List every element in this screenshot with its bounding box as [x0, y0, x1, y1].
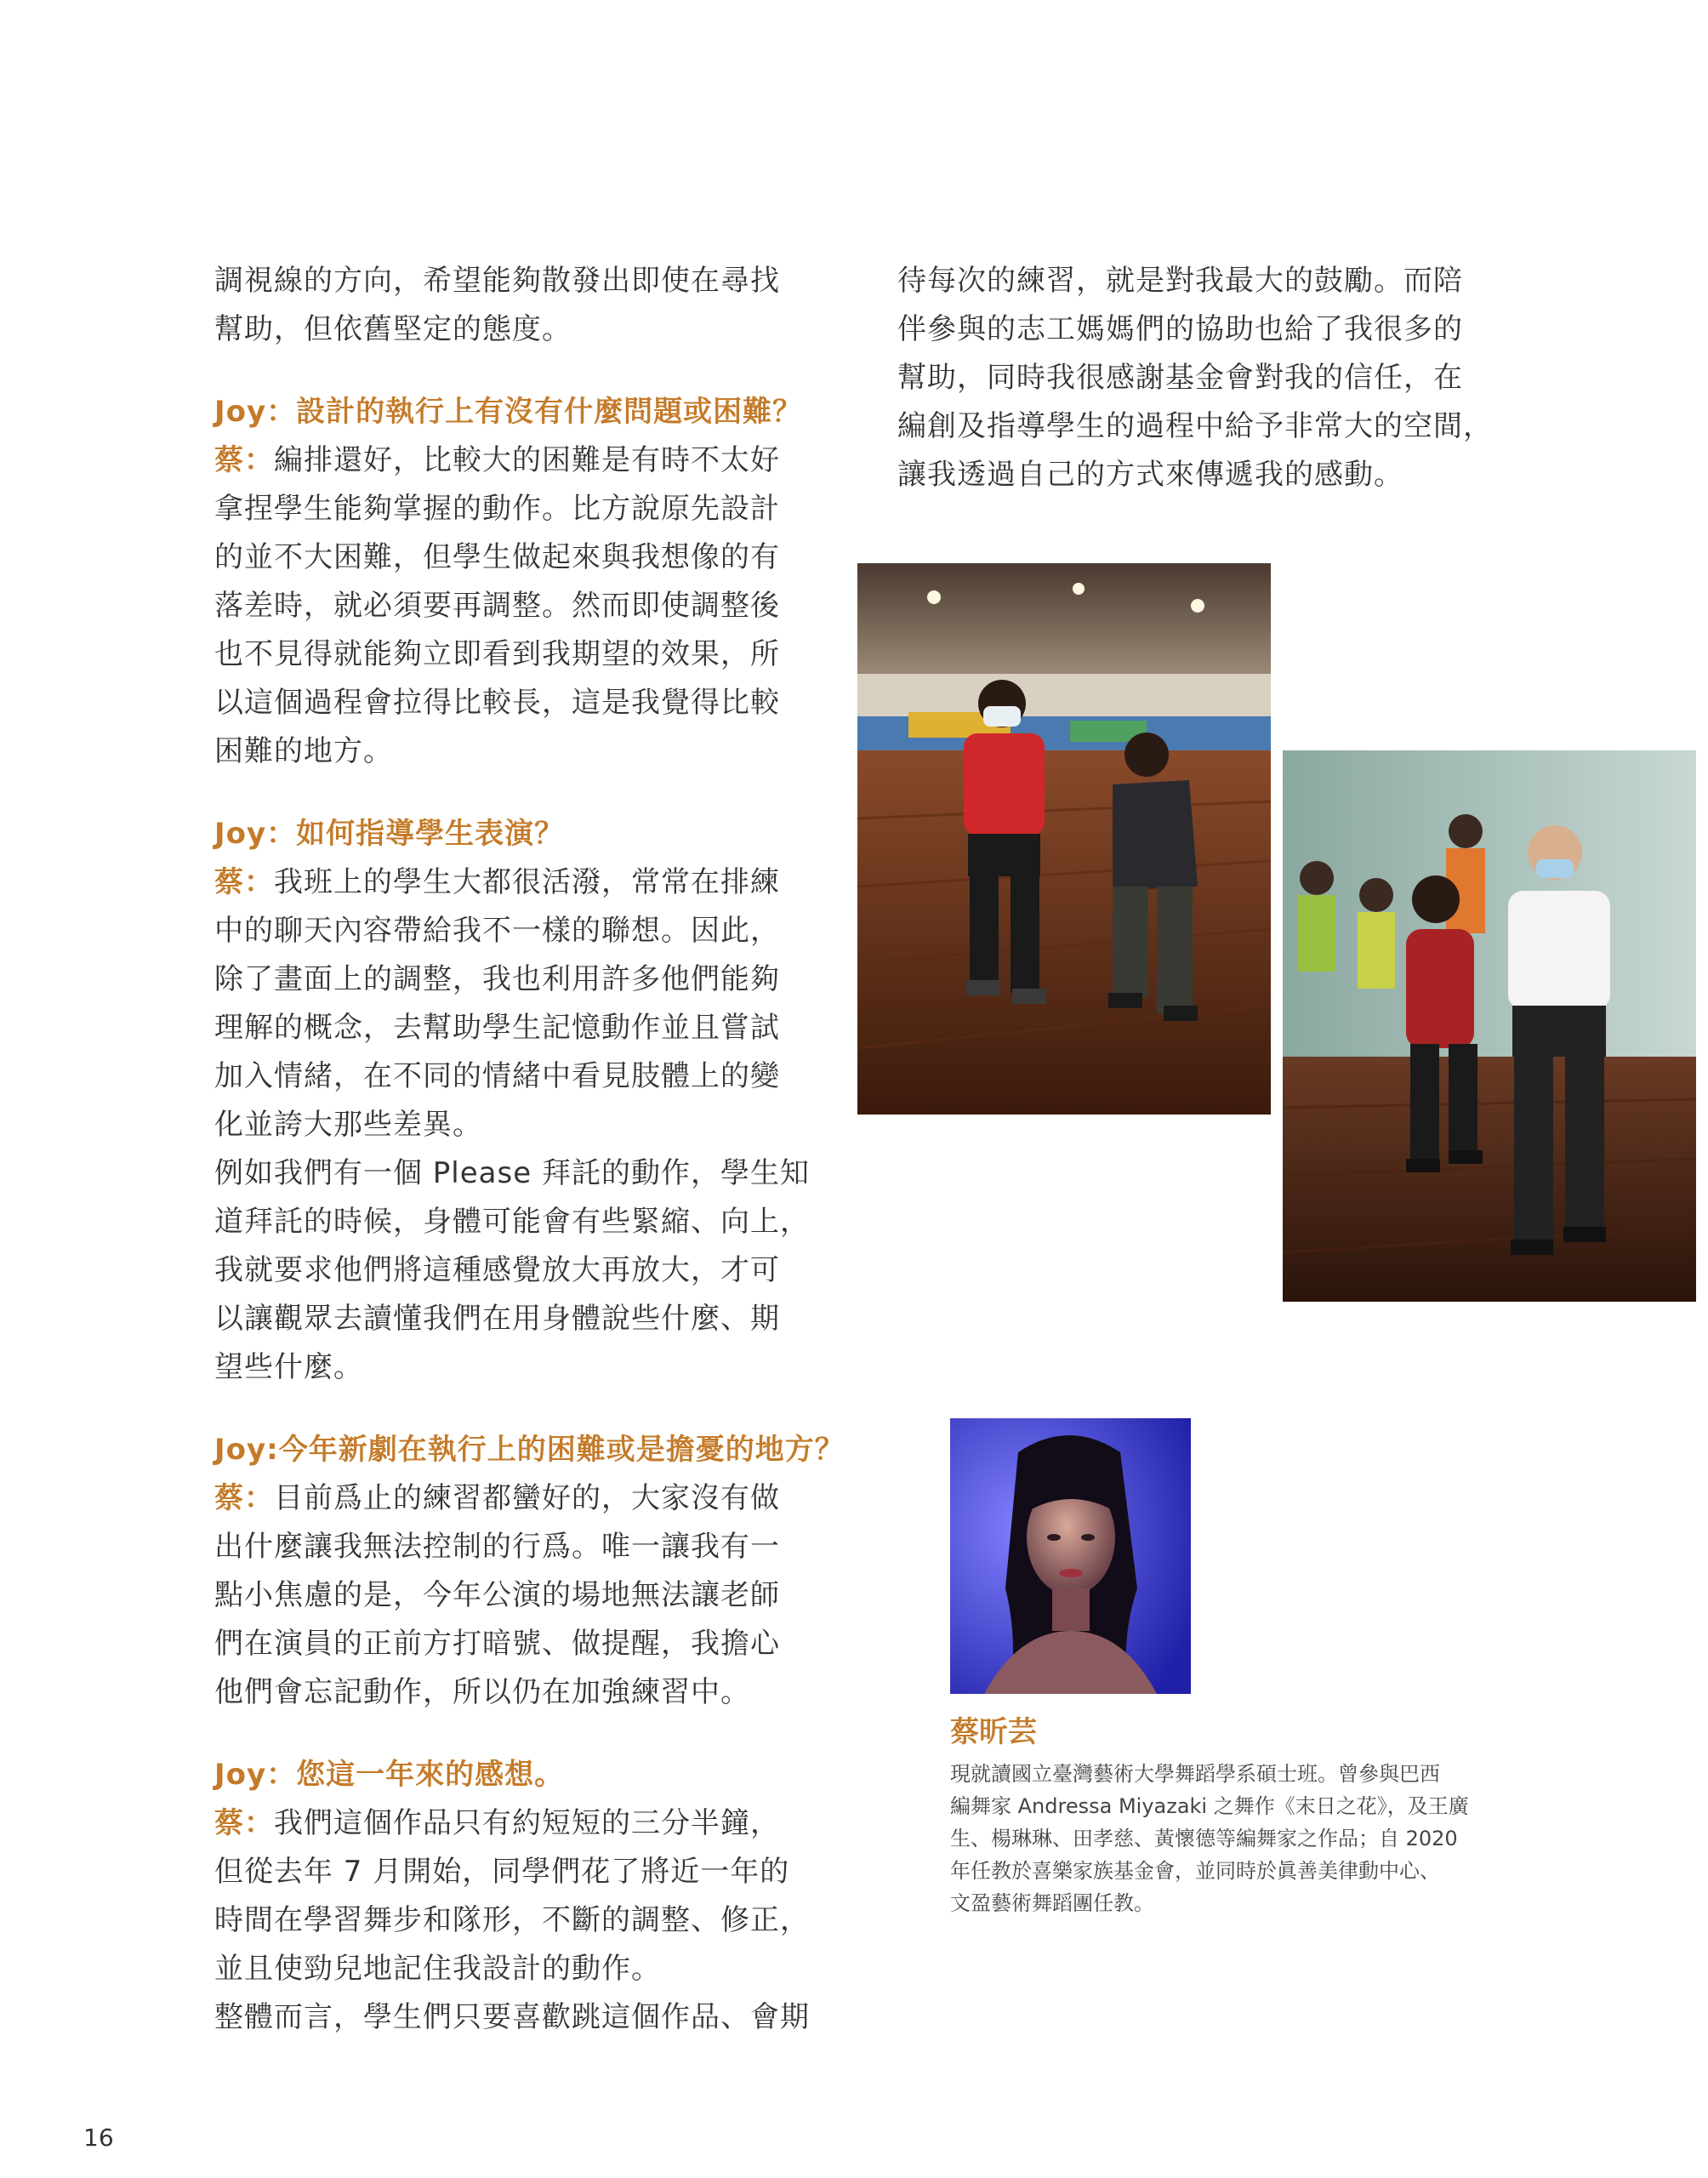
intro-line: 幫助，但依舊堅定的態度。: [214, 312, 572, 346]
answer-3-line: 蔡：目前爲止的練習都蠻好的，大家沒有做: [214, 1481, 780, 1515]
answer-1-line: 以這個過程會拉得比較長，這是我覺得比較: [214, 686, 780, 720]
right-column-line: 讓我透過自己的方式來傳遞我的感動。: [897, 458, 1403, 492]
answer-3-line: 他們會忘記動作，所以仍在加強練習中。: [214, 1675, 750, 1709]
left-column: [214, 257, 848, 2042]
bio-line: 生、楊琳琳、田孝慈、黃懷德等編舞家之作品；自 2020: [950, 1827, 1458, 1850]
portrait-photo: [950, 1418, 1191, 1694]
rehearsal-photo-1: [857, 563, 1271, 1115]
answer-2-line: 化並誇大那些差異。: [214, 1108, 482, 1142]
answer-1-line: 蔡：編排還好，比較大的困難是有時不太好: [214, 443, 780, 477]
answer-2-line: 望些什麼。: [214, 1350, 363, 1384]
answer-4-line: 蔡：我們這個作品只有約短短的三分半鐘，: [214, 1806, 780, 1840]
answer-4-line: 但從去年 7 月開始，同學們花了將近一年的: [214, 1855, 790, 1889]
answer-2-line: 以讓觀眾去讀懂我們在用身體說些什麼、期: [214, 1302, 780, 1336]
bio-name: 蔡昕芸: [950, 1715, 1037, 1749]
rehearsal-photo-2: [1283, 750, 1696, 1302]
answer-2-line: 除了畫面上的調整，我也利用許多他們能夠: [214, 962, 780, 996]
answer-2-line: 我就要求他們將這種感覺放大再放大，才可: [214, 1253, 780, 1287]
answer-3-line: 出什麼讓我無法控制的行爲。唯一讓我有一: [214, 1530, 780, 1564]
page-number: 16: [83, 2124, 114, 2152]
answer-3-line: 點小焦慮的是，今年公演的場地無法讓老師: [214, 1578, 780, 1612]
answer-label: 蔡：: [214, 1481, 274, 1515]
right-column-line: 待每次的練習，就是對我最大的鼓勵。而陪: [897, 264, 1463, 298]
answer-label: 蔡：: [214, 1806, 274, 1840]
bio-line: 現就讀國立臺灣藝術大學舞蹈學系碩士班。曾參與巴西: [950, 1762, 1440, 1786]
bio-line: 年任教於喜樂家族基金會，並同時於眞善美律動中心、: [950, 1859, 1440, 1883]
answer-label: 蔡：: [214, 443, 274, 477]
answer-1-line: 的並不大困難，但學生做起來與我想像的有: [214, 540, 780, 574]
answer-3-line: 們在演員的正前方打暗號、做提醒，我擔心: [214, 1627, 780, 1661]
right-column-line: 伴參與的志工媽媽們的協助也給了我很多的: [897, 312, 1463, 346]
answer-label: 蔡：: [214, 865, 274, 899]
question-3: Joy:今年新劇在執行上的困難或是擔憂的地方？: [214, 1433, 845, 1467]
bio-text: [950, 1758, 1520, 1919]
right-column: [897, 257, 1531, 499]
answer-2-line: 加入情緒，在不同的情緒中看見肢體上的變: [214, 1059, 780, 1093]
right-column-line: 幫助，同時我很感謝基金會對我的信任，在: [897, 361, 1463, 395]
answer-1-line: 落差時，就必須要再調整。然而即使調整後: [214, 589, 780, 623]
answer-4-line: 並且使勁兒地記住我設計的動作。: [214, 1952, 661, 1986]
answer-1-line: 拿捏學生能夠掌握的動作。比方說原先設計: [214, 492, 780, 526]
question-4: Joy：您這一年來的感想。: [214, 1758, 565, 1792]
right-column-line: 編創及指導學生的過程中給予非常大的空間，: [897, 409, 1493, 443]
question-2: Joy：如何指導學生表演？: [214, 817, 565, 851]
answer-1-line: 也不見得就能夠立即看到我期望的效果，所: [214, 637, 780, 671]
question-1: Joy：設計的執行上有沒有什麼問題或困難？: [214, 395, 803, 429]
answer-2-line: 道拜託的時候，身體可能會有些緊縮、向上，: [214, 1205, 810, 1239]
answer-2-line: 蔡：我班上的學生大都很活潑，常常在排練: [214, 865, 780, 899]
answer-2-line: 理解的概念，去幫助學生記憶動作並且嘗試: [214, 1011, 780, 1045]
intro-line: 調視線的方向，希望能夠散發出即使在尋找: [214, 264, 780, 298]
bio-line: 文盈藝術舞蹈團任教。: [950, 1891, 1154, 1915]
answer-4-line: 整體而言，學生們只要喜歡跳這個作品、會期: [214, 2000, 810, 2034]
answer-1-line: 困難的地方。: [214, 734, 393, 768]
answer-4-line: 時間在學習舞步和隊形，不斷的調整、修正，: [214, 1903, 810, 1937]
answer-2-line: 例如我們有一個 Please 拜託的動作，學生知: [214, 1156, 810, 1190]
bio-line: 編舞家 Andressa Miyazaki 之舞作《末日之花》，及王廣: [950, 1794, 1469, 1818]
answer-2-line: 中的聊天內容帶給我不一樣的聯想。因此，: [214, 914, 780, 948]
